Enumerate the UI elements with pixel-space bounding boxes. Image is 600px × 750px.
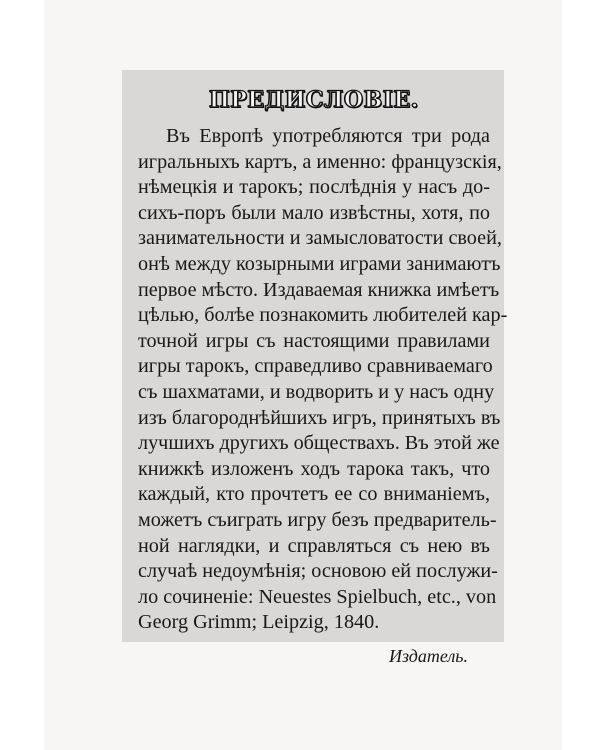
text-line: лучшихъ другихъ обществахъ. Въ этой же	[138, 432, 500, 455]
text-line: Georg Grimm; Leipzig, 1840.	[138, 611, 380, 634]
text-line: нѣмецкія и тарокъ; послѣднія у насъ до-	[138, 176, 490, 199]
text-line: игры тарокъ, справедливо сравниваемаго	[138, 355, 493, 378]
text-line: игральныхъ картъ, а именно: французскія,	[138, 150, 502, 173]
signature: Издатель.	[389, 645, 468, 666]
text-line: онѣ между козырными играми занимаютъ	[138, 252, 501, 275]
text-line: точной игры съ настоящими правилами	[138, 329, 490, 352]
text-line: каждый, кто прочтетъ ее со вниманіемъ,	[138, 483, 490, 506]
text-line: цѣлью, болѣе познакомить любителей кар-	[138, 304, 508, 327]
text-line: книжкѣ изложенъ ходъ тарока такъ, что	[138, 457, 490, 480]
preface-text-block	[122, 70, 508, 666]
text-line: сихъ-поръ были мало извѣстны, хотя, по	[138, 201, 490, 224]
page-title: ПРЕДИСЛОВІЕ.	[209, 87, 419, 113]
text-line: можетъ съиграть игру безъ предваритель-	[138, 508, 497, 531]
text-line: съ шахматами, и водворить и у насъ одну	[138, 380, 495, 403]
text-line: Въ Европѣ употребляются три рода	[166, 125, 490, 147]
text-line: ной наглядки, и справляться съ нею въ	[138, 534, 490, 557]
text-line: изъ благороднѣйшихъ игръ, принятыхъ въ	[138, 406, 501, 429]
text-line: занимательности и замысловатости своей,	[138, 227, 502, 250]
text-line: ло сочиненіе: Neuestes Spielbuch, etc., von	[138, 585, 497, 608]
preface-body	[138, 124, 508, 636]
text-line: случаѣ недоумѣнія; основою ей послужи-	[138, 560, 498, 583]
text-line: первое мѣсто. Издаваемая книжка имѣетъ	[138, 278, 500, 301]
